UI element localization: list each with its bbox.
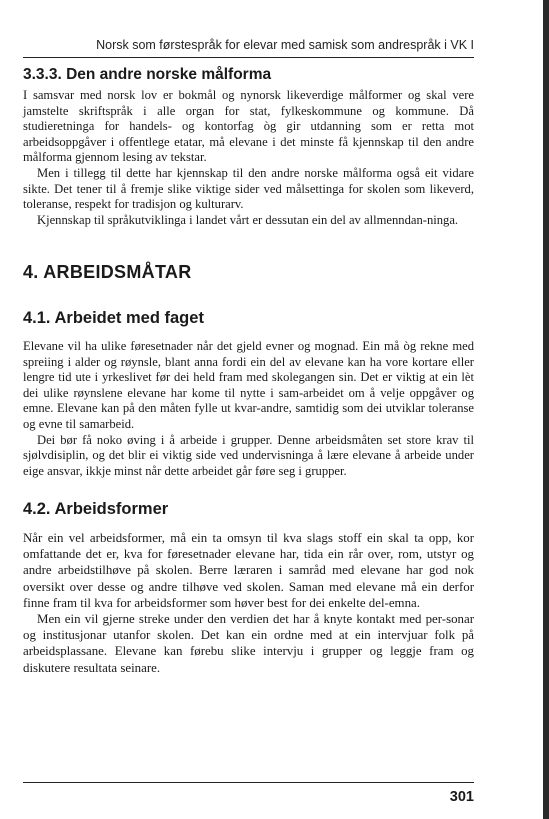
paragraph: I samsvar med norsk lov er bokmål og nynorsk likeverdige målformer og skal vere jamstelte skriftspråk i alle organ for stat, fylkeskommune og kommune. Då studieretninga for handels- og kontorfag òg gir utdanning som er retta mot arbeidsoppgåver i offentlege etatar, må elevane i det minste få kjennskap til den andre målforma gjennom lesing av tekstar. [23, 88, 474, 165]
section-4-1-body [23, 339, 474, 479]
paragraph: Når ein vel arbeidsformer, må ein ta omsyn til kva slags stoff ein skal ta opp, kor omfattande det er, kva for føresetnader elevane har, tida ein rår over, rom, utstyr og andre arbeidstilhøve på skolen. Berre læraren i samråd med elevane har god nok oversikt over desse og andre tilhøve ved skolen. Saman med elevane må ein derfor finne fram til kva for arbeidsformer som høver best for dei enkelte del-emna. [23, 531, 474, 610]
paragraph: Elevane vil ha ulike føresetnader når det gjeld evner og mognad. Ein må òg rekne med spreiing i alder og røynsle, blant anna fordi ein del av elevane kan ha vore kortare eller lengre tid ute i yrkeslivet før dei held fram med skolegangen sin. Det er viktig at ein lèt dei ulike røynslene elevane har kome til nytte i sam-arbeidet om å velje oppgåver og emne. Elevane kan på den måten fylle ut kvar-andre, samtidig som dei utviklar toleranse og evne til samarbeid. [23, 339, 474, 431]
running-header: Norsk som førstespråk for elevar med samisk som andrespråk i VK I [96, 38, 474, 52]
paragraph: Men ein vil gjerne streke under den verdien det har å knyte kontakt med per-sonar og institusjonar utanfor skolen. Det kan ein ordne med at ein intervjuar folk på arbeidsplassane. Elevane kan førebu slike intervju i grupper og leggje fram og diskutere resultata seinare. [23, 612, 474, 675]
heading-3-3-3: 3.3.3. Den andre norske målforma [23, 66, 272, 83]
footer-rule [23, 782, 474, 783]
heading-4: 4. ARBEIDSMÅTAR [23, 262, 192, 282]
section-3-3-3-body [23, 88, 474, 228]
heading-4-1: 4.1. Arbeidet med faget [23, 309, 204, 327]
paragraph: Dei bør få noko øving i å arbeide i grupper. Denne arbeidsmåten set store krav til sjølvdisiplin, og det blir ei viktig side ved undervisninga å lære elevane å arbeide under eige ansvar, ikkje minst når dette arbeidet går føre seg i grupper. [23, 432, 474, 478]
page-edge-shadow [543, 0, 549, 819]
paragraph: Men i tillegg til dette har kjennskap til den andre norske målforma også eit vidare sikte. Det tener til å fremje slike viktige sider ved målsettinga for skolen som likeverd, toleranse, respekt for tradisjon og kulturarv. [23, 165, 474, 212]
page-number: 301 [449, 789, 474, 805]
paragraph: Kjennskap til språkutviklinga i landet vårt er dessutan ein del av allmenndan-ninga. [37, 212, 459, 227]
heading-4-2: 4.2. Arbeidsformer [23, 500, 169, 518]
section-4-2-body [23, 530, 474, 676]
header-rule [23, 57, 474, 58]
